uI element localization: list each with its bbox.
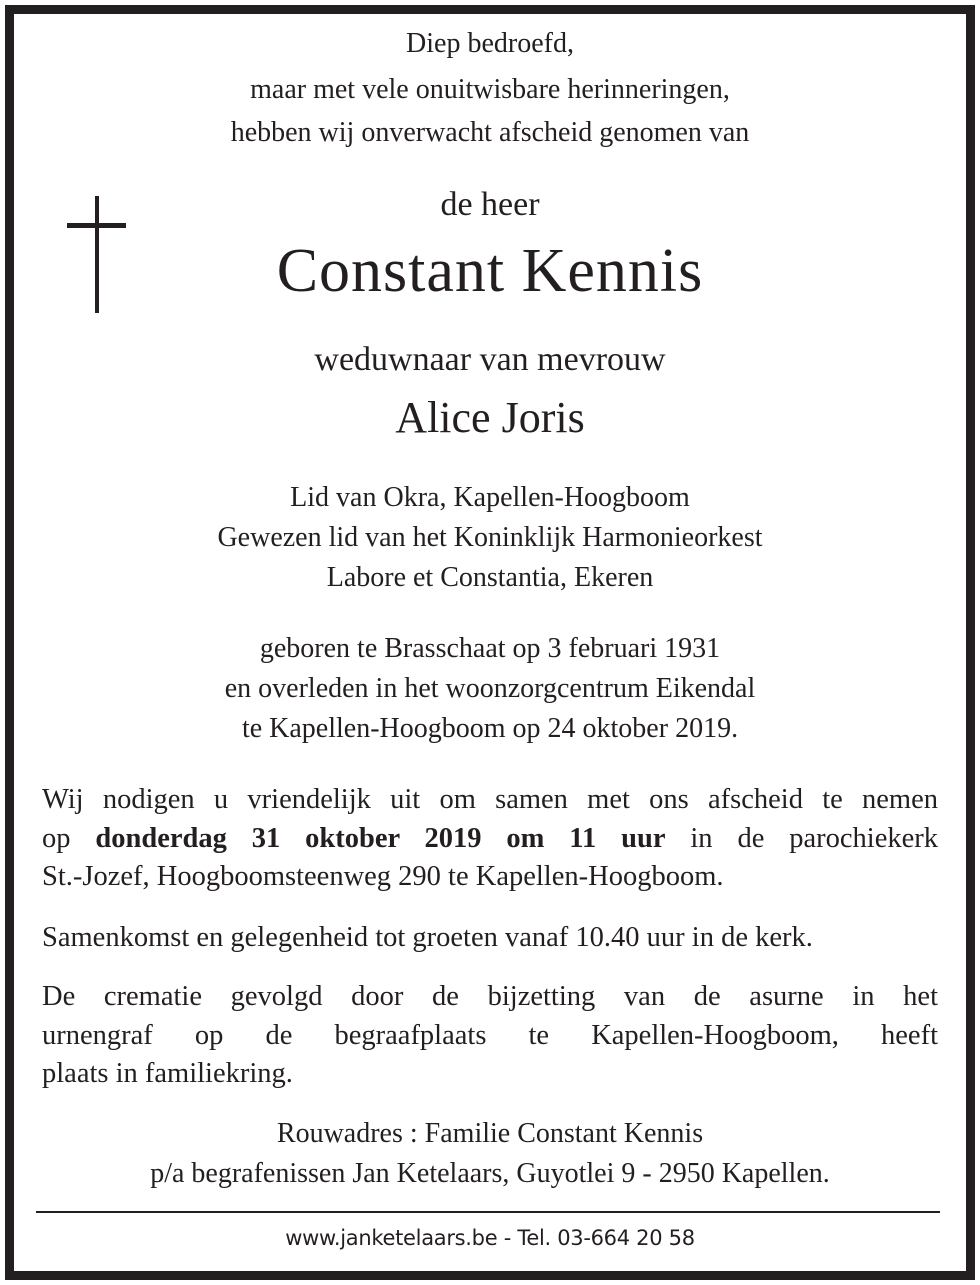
intro-line-2: maar met vele onuitwisbare herinneringen, (250, 74, 730, 105)
membership-line-1: Lid van Okra, Kapellen-Hoogboom (290, 482, 690, 513)
invitation-line-1: Wij nodigen u vriendelijk uit om samen met ons afscheid te nemen (42, 784, 938, 815)
divider-rule (36, 1211, 940, 1213)
cremation-paragraph (42, 978, 938, 1094)
cremation-line-1: De crematie gevolgd door de bijzetting van de asurne in het (42, 981, 938, 1012)
intro-line-1: Diep bedroefd, (406, 28, 574, 59)
intro-line-3: hebben wij onverwacht afscheid genomen van (230, 117, 750, 148)
gathering-line: Samenkomst en gelegenheid tot groeten vanaf 10.40 uur in de kerk. (42, 922, 813, 953)
gathering-paragraph (42, 919, 938, 958)
birth-line: geboren te Brasschaat op 3 februari 1931 (259, 633, 721, 664)
membership-line-3: Labore et Constantia, Ekeren (326, 562, 654, 593)
death-line: en overleden in het woonzorgcentrum Eikendal (224, 673, 756, 704)
invitation-line-3: St.-Jozef, Hoogboomsteenweg 290 te Kapellen-Hoogboom. (42, 861, 724, 892)
spouse-name: Alice Joris (395, 393, 585, 442)
mourning-address-line-1: Rouwadres : Familie Constant Kennis (276, 1118, 704, 1149)
footer-contact: www.janketelaars.be - Tel. 03-664 20 58 (285, 1226, 695, 1250)
membership-line-2: Gewezen lid van het Koninklijk Harmonieorkest (217, 522, 763, 553)
invitation-line-2: op donderdag 31 oktober 2019 om 11 uur in de parochiekerk (42, 822, 939, 854)
mourning-address-line-2: p/a begrafenissen Jan Ketelaars, Guyotlei 9 - 2950 Kapellen. (150, 1158, 830, 1189)
invitation-paragraph (42, 781, 938, 897)
honorific: de heer (440, 186, 540, 223)
spouse-intro: weduwnaar van mevrouw (314, 341, 666, 378)
death-place-line: te Kapellen-Hoogboom op 24 oktober 2019. (241, 713, 739, 744)
service-datetime: donderdag 31 oktober 2019 om 11 uur (95, 822, 666, 854)
cremation-line-3: plaats in familiekring. (42, 1058, 293, 1089)
cremation-line-2: urnengraf op de begraafplaats te Kapellen-Hoogboom, heeft (42, 1019, 938, 1051)
deceased-name: Constant Kennis (276, 237, 704, 305)
